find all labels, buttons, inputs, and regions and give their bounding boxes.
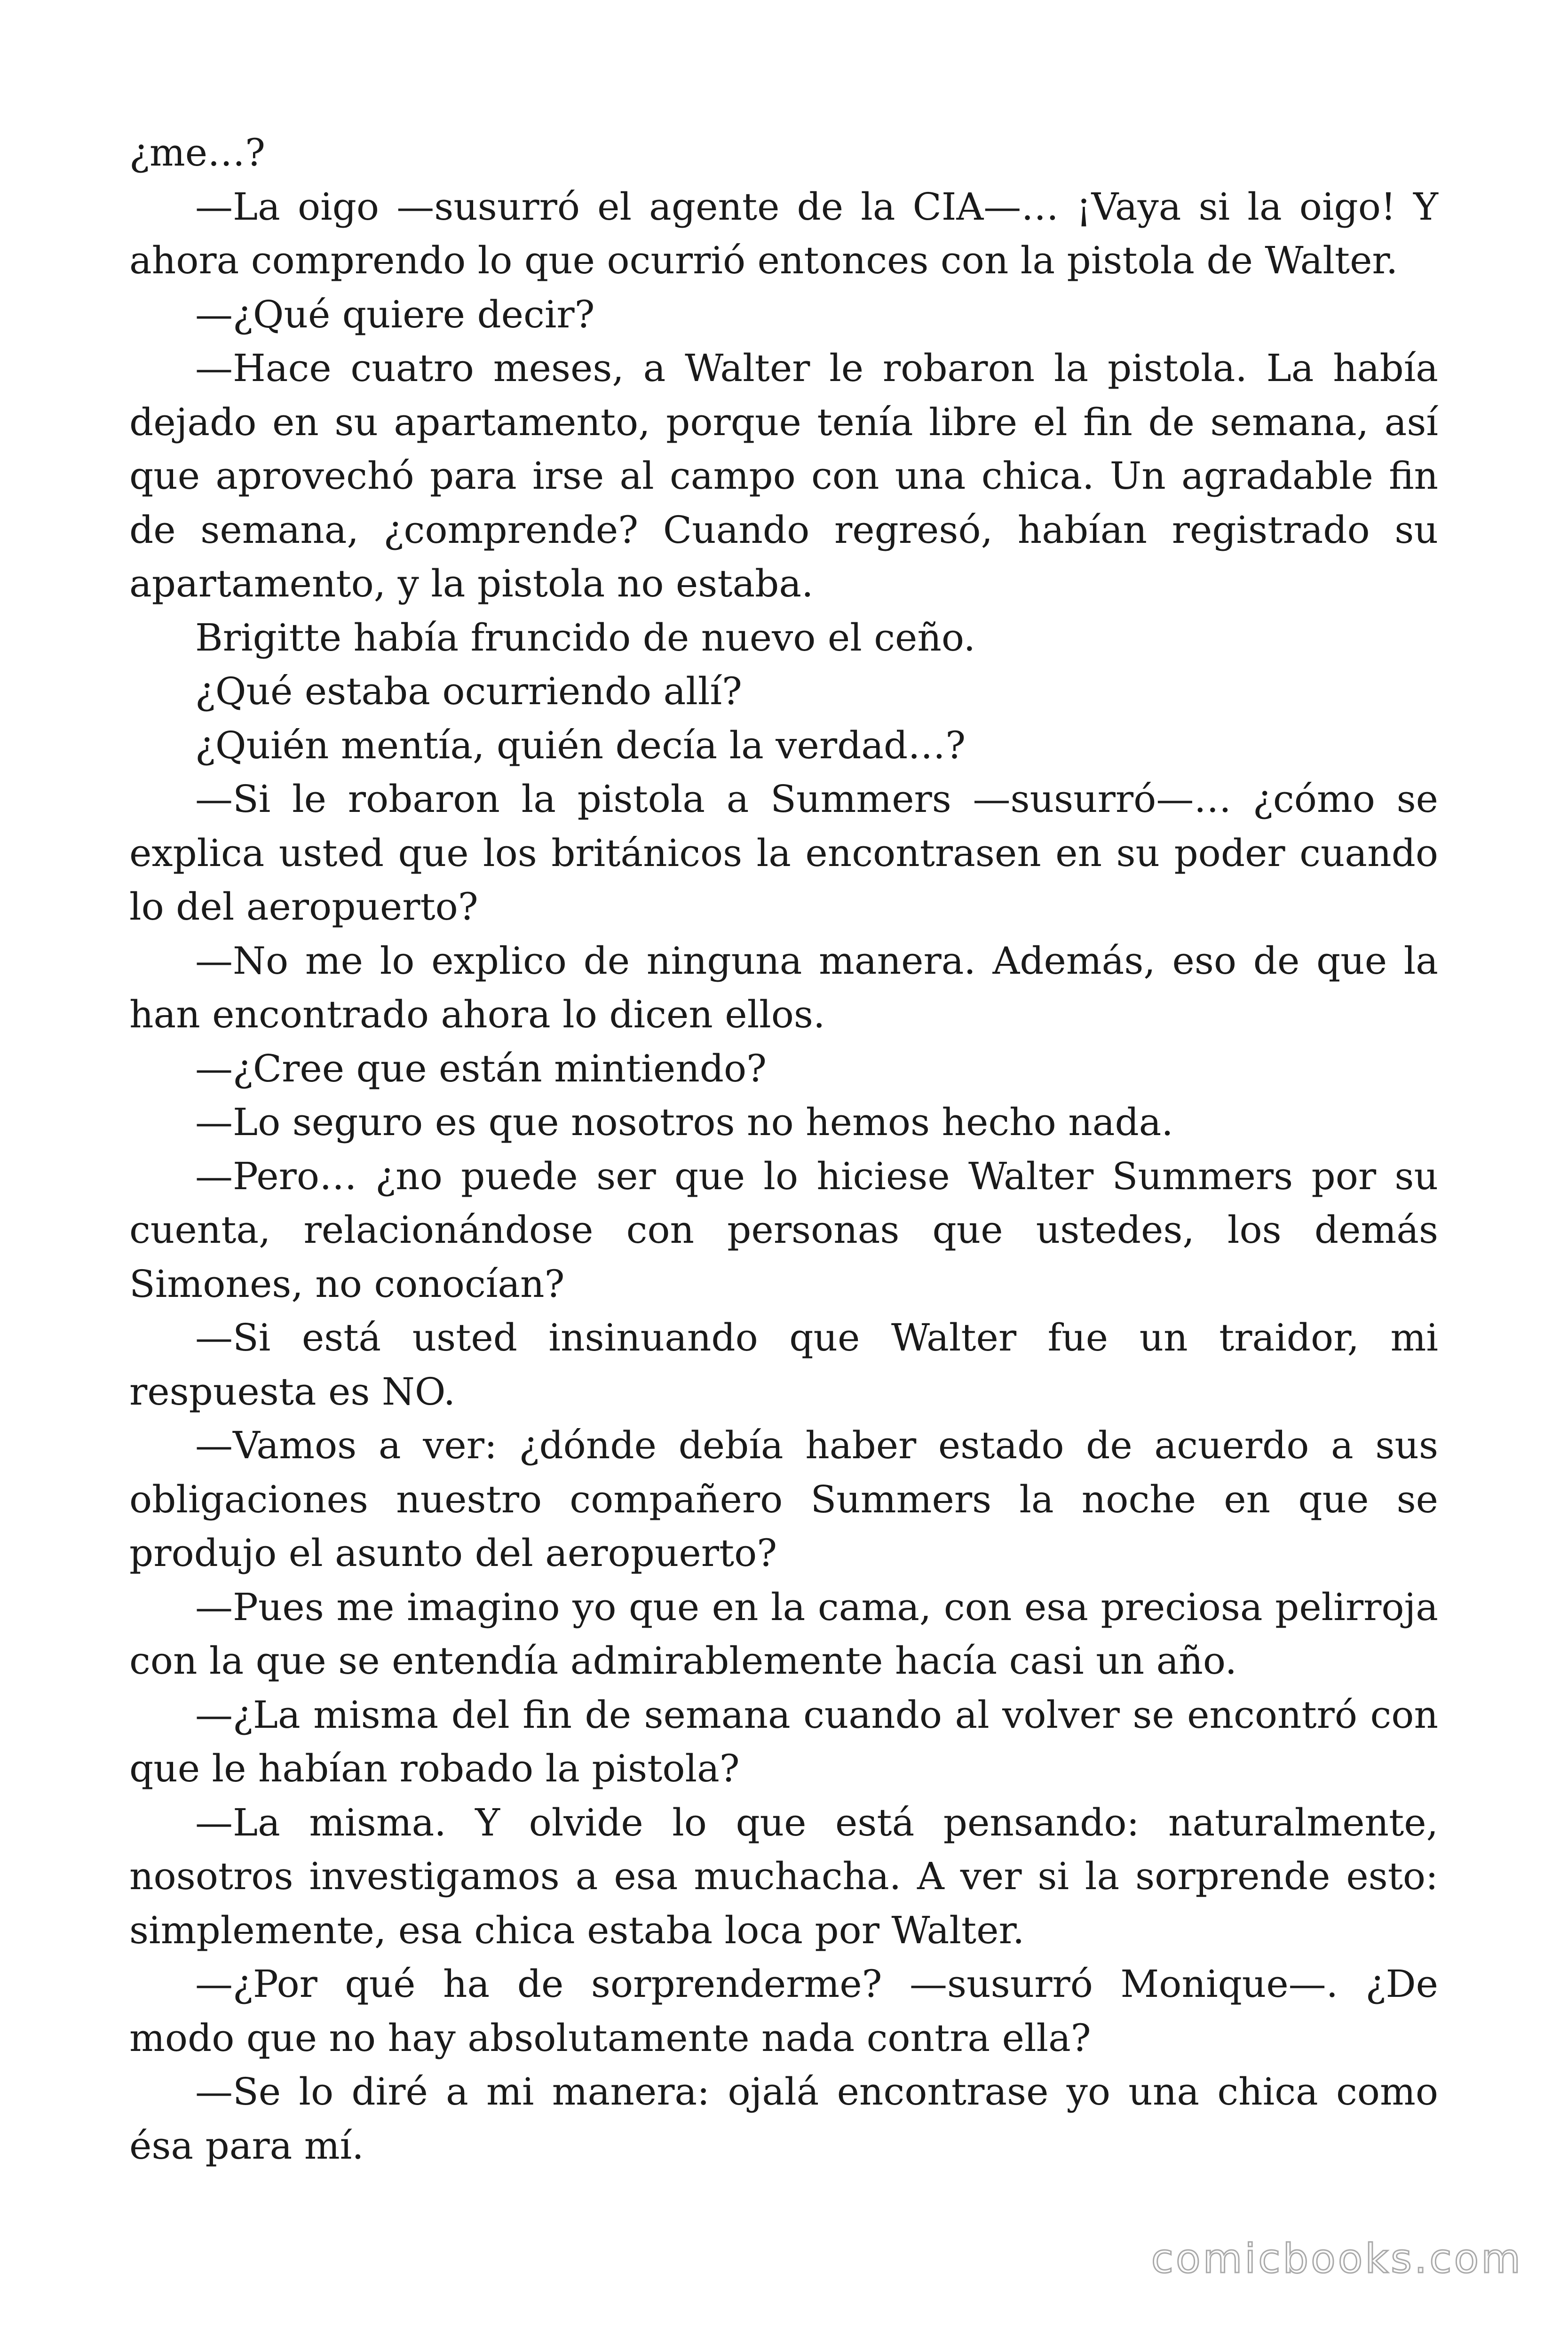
paragraph-19: —Se lo diré a mi manera: ojalá encontrase yo una chica como ésa para mí.: [129, 2070, 1438, 2168]
watermark-text: comicbooks.com: [1151, 2235, 1523, 2282]
paragraph-5: Brigitte había fruncido de nuevo el ceño.: [195, 615, 976, 660]
paragraph-14: —Vamos a ver: ¿dónde debía haber estado de acuerdo a sus obligaciones nuestro compañero Summers la noche en que se produjo el asunto del aeropuerto?: [129, 1423, 1438, 1575]
paragraph-17: —La misma. Y olvide lo que está pensando: naturalmente, nosotros investigamos a esa muchacha. A ver si la sorprende esto: simplemente, esa chica estaba loca por Walter.: [129, 1800, 1438, 1952]
paragraph-13: —Si está usted insinuando que Walter fue un traidor, mi respuesta es NO.: [129, 1316, 1438, 1414]
paragraph-8: —Si le robaron la pistola a Summers —susurró—… ¿cómo se explica usted que los británicos la encontrasen en su poder cuando lo del aeropuerto?: [129, 777, 1438, 929]
paragraph-2: —La oigo —susurró el agente de la CIA—… ¡Vaya si la oigo! Y ahora comprendo lo que ocurrió entonces con la pistola de Walter.: [129, 184, 1438, 282]
paragraph-16: —¿La misma del fin de semana cuando al volver se encontró con que le habían robado la pistola?: [129, 1692, 1438, 1790]
paragraph-6: ¿Qué estaba ocurriendo allí?: [195, 669, 742, 713]
paragraph-15: —Pues me imagino yo que en la cama, con esa preciosa pelirroja con la que se entendía admirablemente hacía casi un año.: [129, 1585, 1438, 1683]
paragraph-9: —No me lo explico de ninguna manera. Además, eso de que la han encontrado ahora lo dicen ellos.: [129, 938, 1438, 1036]
paragraph-11: —Lo seguro es que nosotros no hemos hecho nada.: [195, 1100, 1173, 1144]
paragraph-7: ¿Quién mentía, quién decía la verdad…?: [195, 723, 966, 767]
paragraph-3: —¿Qué quiere decir?: [195, 292, 595, 336]
body-text: [129, 126, 1438, 2173]
paragraph-18: —¿Por qué ha de sorprenderme? —susurró Monique—. ¿De modo que no hay absolutamente nada contra ella?: [129, 1962, 1438, 2060]
paragraph-10: —¿Cree que están mintiendo?: [195, 1046, 767, 1090]
paragraph-12: —Pero… ¿no puede ser que lo hiciese Walter Summers por su cuenta, relacionándose con personas que ustedes, los demás Simones, no conocían?: [129, 1154, 1438, 1306]
paragraph-1: ¿me…?: [129, 131, 265, 175]
paragraph-4: —Hace cuatro meses, a Walter le robaron la pistola. La había dejado en su apartamento, porque tenía libre el fin de semana, así que aprovechó para irse al campo con una chica. Un agradable fin de semana, ¿comprende? Cuando regresó, habían registrado su apartamento, y la pistola no estaba.: [129, 346, 1438, 605]
